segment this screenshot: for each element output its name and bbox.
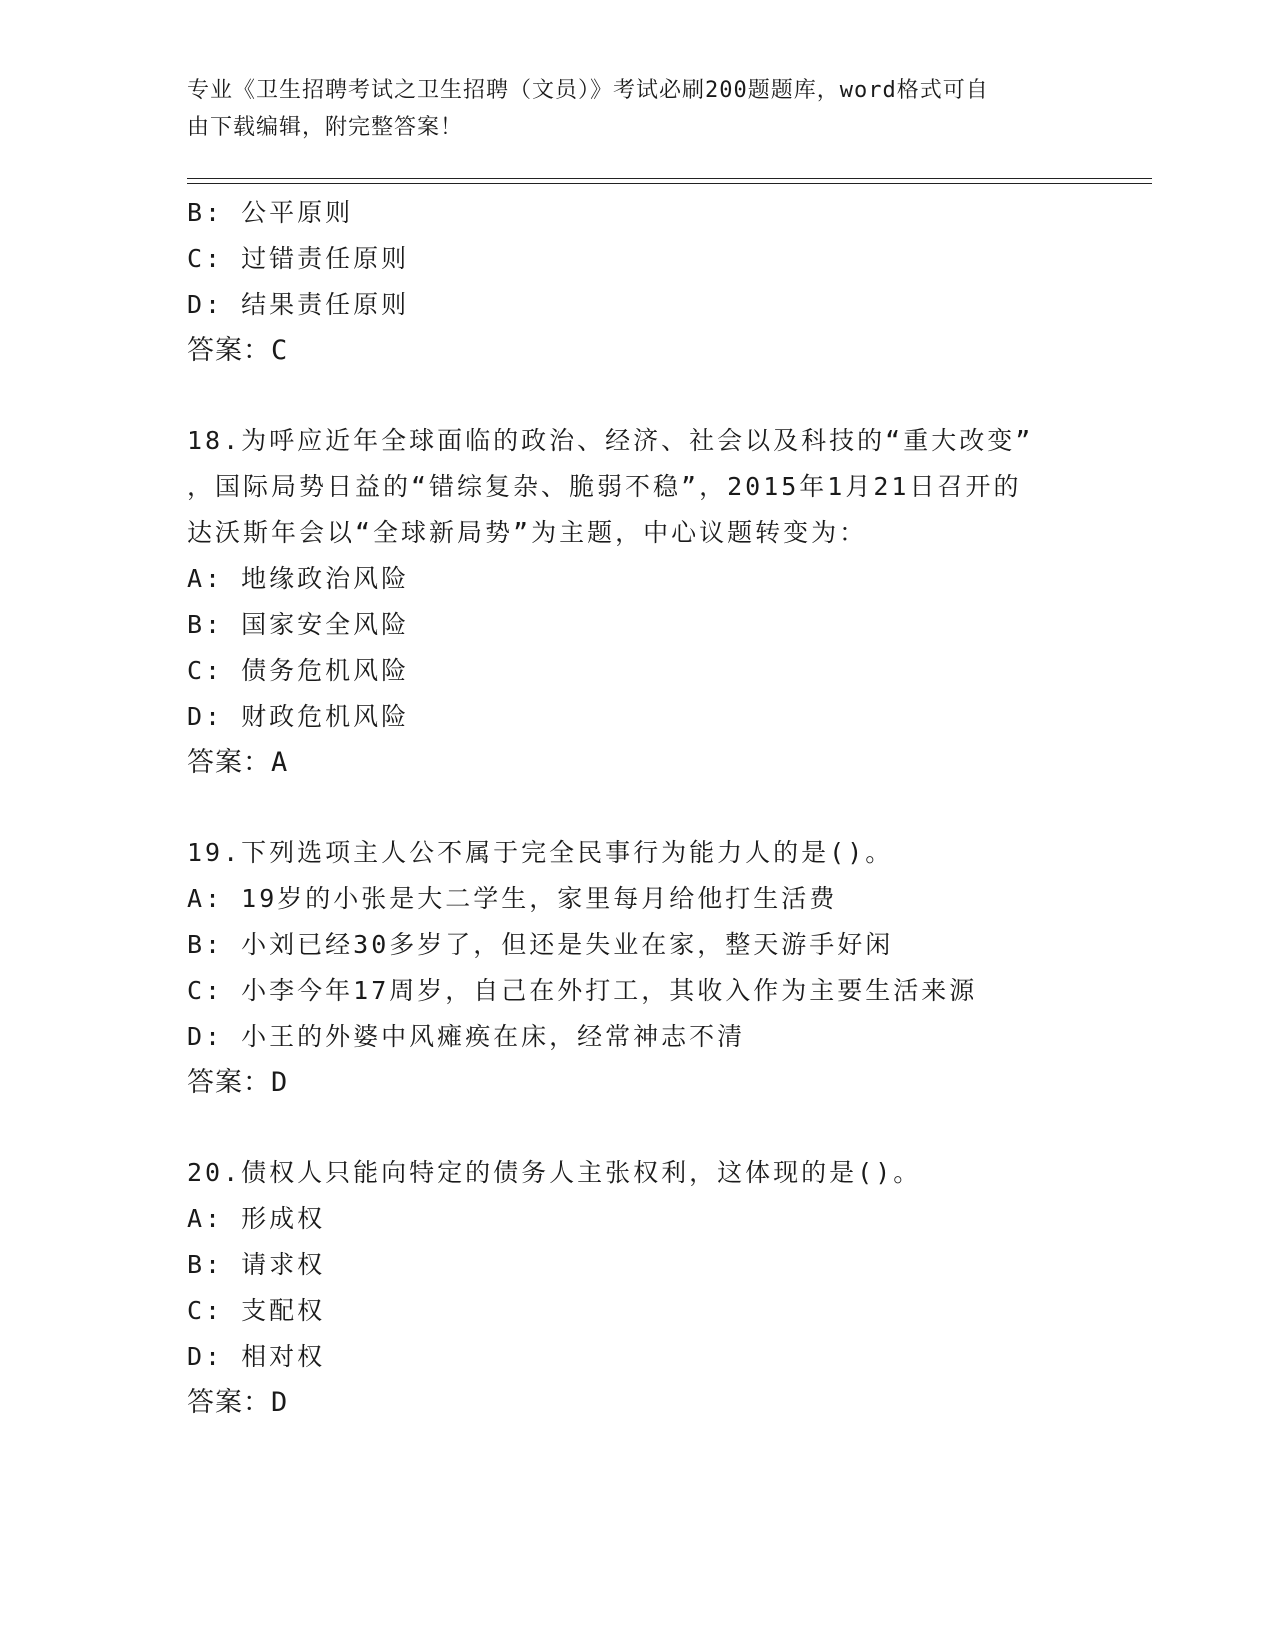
question-20 (187, 1150, 1117, 1426)
option-b: B: 国家安全风险 (187, 610, 410, 639)
header-divider-bottom (187, 183, 1152, 184)
option-c: C: 过错责任原则 (187, 244, 410, 273)
option-a: A: 形成权 (187, 1204, 326, 1233)
option-d: D: 财政危机风险 (187, 702, 410, 731)
option-d: D: 相对权 (187, 1342, 326, 1371)
question-stem: 20.债权人只能向特定的债务人主张权利，这体现的是()。 (187, 1158, 922, 1187)
option-c: C: 小李今年17周岁，自己在外打工，其收入作为主要生活来源 (187, 976, 978, 1005)
option-c: C: 债务危机风险 (187, 656, 410, 685)
option-a: A: 地缘政治风险 (187, 564, 410, 593)
answer: 答案：C (187, 335, 289, 366)
option-b: B: 公平原则 (187, 198, 354, 227)
question-stem: ，国际局势日益的“错综复杂、脆弱不稳”，2015年1月21日召开的 (187, 472, 1022, 501)
answer: 答案：D (187, 1387, 289, 1418)
option-d: D: 小王的外婆中风瘫痪在床，经常神志不清 (187, 1022, 746, 1051)
option-d: D: 结果责任原则 (187, 290, 410, 319)
header-line-2: 由下载编辑，附完整答案！ (187, 115, 464, 140)
header-divider-top (187, 178, 1152, 179)
answer: 答案：D (187, 1067, 289, 1098)
document-header (187, 72, 1067, 146)
option-b: B: 请求权 (187, 1250, 326, 1279)
question-stem: 19.下列选项主人公不属于完全民事行为能力人的是()。 (187, 838, 894, 867)
header-line-1: 专业《卫生招聘考试之卫生招聘（文员）》考试必刷200题题库，word格式可自 (187, 78, 989, 103)
option-c: C: 支配权 (187, 1296, 326, 1325)
question-18 (187, 418, 1117, 786)
option-b: B: 小刘已经30多岁了，但还是失业在家，整天游手好闲 (187, 930, 894, 959)
question-list (187, 190, 1117, 1426)
option-a: A: 19岁的小张是大二学生，家里每月给他打生活费 (187, 884, 838, 913)
question-stem: 18.为呼应近年全球面临的政治、经济、社会以及科技的“重大改变” (187, 426, 1034, 455)
answer: 答案：A (187, 747, 289, 778)
question-17 (187, 190, 1117, 374)
question-stem: 达沃斯年会以“全球新局势”为主题，中心议题转变为： (187, 518, 868, 547)
question-19 (187, 830, 1117, 1106)
